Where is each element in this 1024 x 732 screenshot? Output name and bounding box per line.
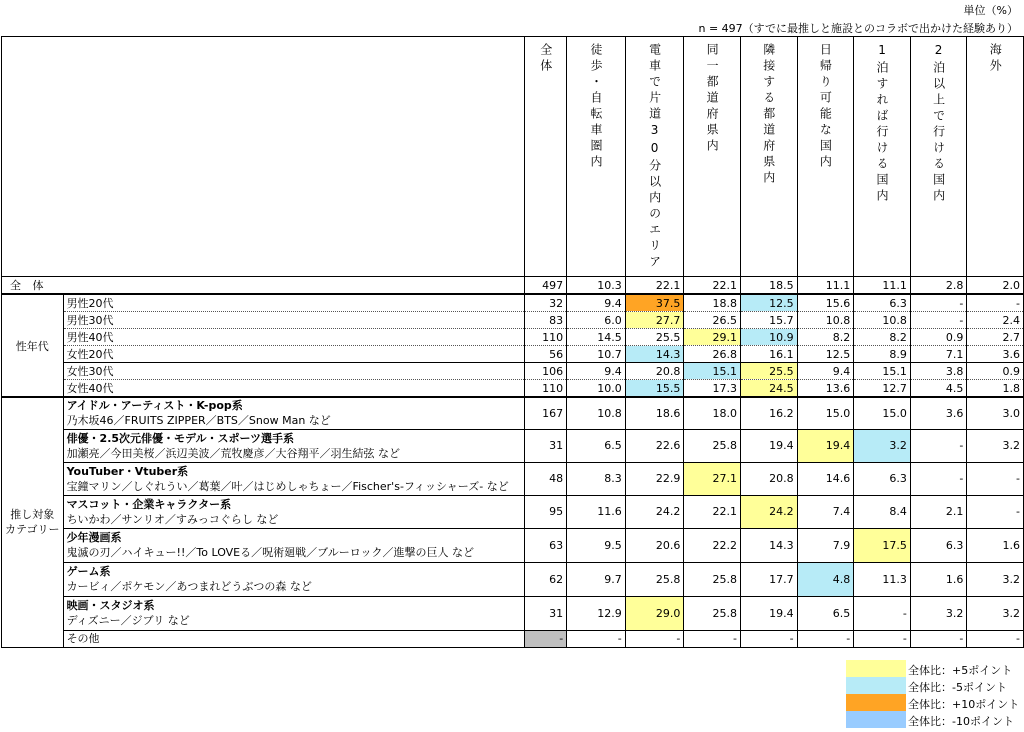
- header-day-trip: 日帰り可能な国内: [797, 37, 854, 277]
- cell: 17.5: [854, 528, 911, 562]
- header-one-night: 1泊すれば行ける国内: [854, 37, 911, 277]
- cell: 14.3: [740, 528, 797, 562]
- cell: -: [854, 630, 911, 647]
- cell: 7.4: [797, 495, 854, 528]
- cell-n: 56: [525, 346, 567, 363]
- unit-label: 単位（%）: [963, 4, 1018, 17]
- cell: 4.8: [797, 562, 854, 596]
- cell: 10.0: [567, 380, 626, 398]
- category-title: ゲーム系: [66, 565, 111, 578]
- cell-n: -: [525, 630, 567, 647]
- group-label-category: [2, 397, 64, 647]
- cell: 14.6: [797, 462, 854, 495]
- total-row: [2, 277, 1024, 295]
- cell: 9.7: [567, 562, 626, 596]
- cell: 15.5: [625, 380, 684, 398]
- total-v3: 18.5: [740, 277, 797, 295]
- cell: -: [740, 630, 797, 647]
- cell: 25.5: [625, 329, 684, 346]
- category-example: ちいかわ／サンリオ／すみっコぐらし など: [66, 512, 279, 526]
- legend-item-plus5: [846, 660, 1024, 677]
- legend: [846, 660, 1024, 728]
- cell: 8.9: [854, 346, 911, 363]
- row-label: 女性30代: [63, 363, 525, 380]
- category-example: 鬼滅の刃／ハイキュー!!／To LOVEる／呪術廻戦／ブルーロック／進撃の巨人 など: [66, 546, 474, 559]
- table-row: [2, 346, 1024, 363]
- cell: 3.6: [910, 397, 967, 429]
- cell: 18.0: [684, 397, 741, 429]
- cell: 11.6: [567, 495, 626, 528]
- cell-n: 62: [525, 562, 567, 596]
- cell: 25.8: [684, 562, 741, 596]
- cell: 10.7: [567, 346, 626, 363]
- cell: 19.4: [797, 429, 854, 462]
- cell: 14.5: [567, 329, 626, 346]
- category-label: [63, 596, 525, 630]
- cell: 18.6: [625, 397, 684, 429]
- cell: 3.2: [910, 596, 967, 630]
- cell: 26.5: [684, 312, 741, 329]
- row-label: 男性30代: [63, 312, 525, 329]
- cell: 24.2: [625, 495, 684, 528]
- group-label-line1: 推し対象: [10, 508, 55, 522]
- legend-swatch: [846, 694, 906, 711]
- cell: 22.6: [625, 429, 684, 462]
- table-row: [2, 429, 1024, 462]
- cell: 13.6: [797, 380, 854, 398]
- cell: 24.2: [740, 495, 797, 528]
- cell: 17.7: [740, 562, 797, 596]
- cell-n: 110: [525, 329, 567, 346]
- category-example: 加瀬亮／今田美桜／浜辺美波／荒牧慶彦／大谷翔平／羽生結弦 など: [66, 446, 401, 460]
- cell: 22.9: [625, 462, 684, 495]
- category-label: [63, 562, 525, 596]
- cell: -: [910, 429, 967, 462]
- cell-n: 63: [525, 528, 567, 562]
- cell: 29.0: [625, 596, 684, 630]
- table-row: [2, 462, 1024, 495]
- cell: 12.7: [854, 380, 911, 398]
- cell: 12.5: [740, 294, 797, 312]
- cross-tab-table: [1, 36, 1024, 648]
- cell: 25.5: [740, 363, 797, 380]
- legend-swatch: [846, 660, 906, 677]
- cell: 15.6: [797, 294, 854, 312]
- cell: 6.0: [567, 312, 626, 329]
- header-row: [2, 37, 1024, 277]
- cell: 8.4: [854, 495, 911, 528]
- total-n: 497: [525, 277, 567, 295]
- cell: 3.2: [967, 429, 1024, 462]
- legend-swatch: [846, 677, 906, 694]
- cell-n: 32: [525, 294, 567, 312]
- category-example: 乃木坂46／FRUITS ZIPPER／BTS／Snow Man など: [66, 414, 331, 428]
- total-label: 全 体: [2, 277, 525, 295]
- category-label: [63, 495, 525, 528]
- cell: -: [967, 462, 1024, 495]
- header-same-prefecture: 同一都道府県内: [684, 37, 741, 277]
- cell: 17.3: [684, 380, 741, 398]
- table-row: [2, 329, 1024, 346]
- cell: -: [967, 294, 1024, 312]
- cell: 15.1: [684, 363, 741, 380]
- cell: 4.5: [910, 380, 967, 398]
- category-title: 少年漫画系: [66, 531, 122, 544]
- cell-n: 48: [525, 462, 567, 495]
- cell: 15.0: [797, 397, 854, 429]
- legend-label: 全体比：+10ポイント: [908, 698, 1020, 711]
- cell: 0.9: [967, 363, 1024, 380]
- cell: 16.1: [740, 346, 797, 363]
- cell: -: [910, 294, 967, 312]
- cell: 6.5: [797, 596, 854, 630]
- cell: 9.4: [797, 363, 854, 380]
- cell: 8.2: [797, 329, 854, 346]
- cell: 7.9: [797, 528, 854, 562]
- table-row: [2, 397, 1024, 429]
- total-v0: 10.3: [567, 277, 626, 295]
- cell: 14.3: [625, 346, 684, 363]
- cell: 10.8: [567, 397, 626, 429]
- cell-n: 83: [525, 312, 567, 329]
- cell: 1.6: [967, 528, 1024, 562]
- cell: 24.5: [740, 380, 797, 398]
- row-label: 女性20代: [63, 346, 525, 363]
- cell-n: 31: [525, 429, 567, 462]
- category-title: その他: [66, 632, 100, 645]
- category-example: 宝鐘マリン／しぐれうい／葛葉／叶／はじめしゃちょー／Fischer's-フィッシャーズ- など: [66, 479, 509, 493]
- row-label: 男性20代: [63, 294, 525, 312]
- header-train-30min: 電車で片道30分以内のエリア: [625, 37, 684, 277]
- row-label: [63, 630, 525, 647]
- table-row: [2, 596, 1024, 630]
- cell: 6.3: [854, 294, 911, 312]
- header-overseas: 海外: [967, 37, 1024, 277]
- cell: 6.3: [854, 462, 911, 495]
- cell: -: [625, 630, 684, 647]
- legend-item-minus10: [846, 711, 1024, 728]
- cell: 7.1: [910, 346, 967, 363]
- legend-item-plus10: [846, 694, 1024, 711]
- cell-n: 95: [525, 495, 567, 528]
- legend-item-minus5: [846, 677, 1024, 694]
- table-row: [2, 562, 1024, 596]
- category-label: [63, 462, 525, 495]
- cell: -: [684, 630, 741, 647]
- cell: 27.7: [625, 312, 684, 329]
- cell: 6.5: [567, 429, 626, 462]
- cell: 12.9: [567, 596, 626, 630]
- legend-label: 全体比：-5ポイント: [908, 681, 1007, 694]
- cell: 19.4: [740, 596, 797, 630]
- cell: 20.8: [625, 363, 684, 380]
- category-example: ディズニー／ジブリ など: [66, 614, 190, 627]
- cell: 15.0: [854, 397, 911, 429]
- row-label: 女性40代: [63, 380, 525, 398]
- cell: 8.3: [567, 462, 626, 495]
- category-title: YouTuber・Vtuber系: [66, 464, 189, 478]
- category-label: [63, 429, 525, 462]
- table-row: [2, 363, 1024, 380]
- cell: 9.5: [567, 528, 626, 562]
- legend-label: 全体比：-10ポイント: [908, 715, 1014, 728]
- header-adjacent-prefecture: 隣接する都道府県内: [740, 37, 797, 277]
- cell: 22.2: [684, 528, 741, 562]
- cell: 9.4: [567, 363, 626, 380]
- cell: -: [854, 596, 911, 630]
- total-v6: 2.8: [910, 277, 967, 295]
- cell: 20.6: [625, 528, 684, 562]
- cell: 22.1: [684, 495, 741, 528]
- cell: 18.8: [684, 294, 741, 312]
- cell: 1.6: [910, 562, 967, 596]
- legend-label: 全体比：+5ポイント: [908, 664, 1013, 677]
- header-walk-bike: 徒歩・自転車圏内: [567, 37, 626, 277]
- cell: 1.8: [967, 380, 1024, 398]
- total-v1: 22.1: [625, 277, 684, 295]
- cell: -: [967, 630, 1024, 647]
- cell: -: [910, 630, 967, 647]
- cell: 3.8: [910, 363, 967, 380]
- total-v5: 11.1: [854, 277, 911, 295]
- table-row: [2, 312, 1024, 329]
- total-v2: 22.1: [684, 277, 741, 295]
- category-label: [63, 528, 525, 562]
- table-row: [2, 380, 1024, 398]
- category-title: 俳優・2.5次元俳優・モデル・スポーツ選手系: [66, 431, 295, 445]
- cell: 37.5: [625, 294, 684, 312]
- cell: 8.2: [854, 329, 911, 346]
- cell: -: [910, 312, 967, 329]
- category-title: アイドル・アーティスト・K-pop系: [66, 399, 243, 413]
- cell: 3.6: [967, 346, 1024, 363]
- cell: 15.1: [854, 363, 911, 380]
- table-row: [2, 495, 1024, 528]
- category-label: [63, 397, 525, 429]
- cell: 11.3: [854, 562, 911, 596]
- category-title: 映画・スタジオ系: [66, 599, 155, 612]
- total-v4: 11.1: [797, 277, 854, 295]
- cell: -: [967, 495, 1024, 528]
- category-example: カービィ／ポケモン／あつまれどうぶつの森 など: [66, 580, 312, 593]
- cell-n: 167: [525, 397, 567, 429]
- cell: 12.5: [797, 346, 854, 363]
- category-title: マスコット・企業キャラクター系: [66, 497, 232, 511]
- cell: 2.1: [910, 495, 967, 528]
- cell: 25.8: [684, 596, 741, 630]
- total-v7: 2.0: [967, 277, 1024, 295]
- cell: -: [567, 630, 626, 647]
- sample-note: n = 497（すでに最推しと施設とのコラボで出かけた経験あり）: [698, 22, 1018, 35]
- cell: 25.8: [625, 562, 684, 596]
- group-label-line2: カテゴリー: [5, 523, 60, 537]
- cell-n: 31: [525, 596, 567, 630]
- table-row: [2, 294, 1024, 312]
- group-label-age-gender: 性年代: [2, 294, 64, 397]
- cell: -: [797, 630, 854, 647]
- cell: 29.1: [684, 329, 741, 346]
- cell: 27.1: [684, 462, 741, 495]
- cell: 2.4: [967, 312, 1024, 329]
- cell: 26.8: [684, 346, 741, 363]
- cell-n: 110: [525, 380, 567, 398]
- cell: 2.7: [967, 329, 1024, 346]
- cell: 15.7: [740, 312, 797, 329]
- cell: 25.8: [684, 429, 741, 462]
- cell: 10.8: [797, 312, 854, 329]
- cell: 10.9: [740, 329, 797, 346]
- cell: 10.8: [854, 312, 911, 329]
- cell: 3.2: [967, 596, 1024, 630]
- table-row: [2, 528, 1024, 562]
- cell: -: [910, 462, 967, 495]
- cell: 3.2: [967, 562, 1024, 596]
- header-two-nights: 2泊以上で行ける国内: [910, 37, 967, 277]
- row-label: 男性40代: [63, 329, 525, 346]
- cell: 3.2: [854, 429, 911, 462]
- cell: 6.3: [910, 528, 967, 562]
- cell: 19.4: [740, 429, 797, 462]
- cell: 9.4: [567, 294, 626, 312]
- cell-n: 106: [525, 363, 567, 380]
- cell: 3.0: [967, 397, 1024, 429]
- cell: 16.2: [740, 397, 797, 429]
- header-total: 全体: [525, 37, 567, 277]
- cell: 20.8: [740, 462, 797, 495]
- table-row: [2, 630, 1024, 647]
- legend-swatch: [846, 711, 906, 728]
- header-blank: [2, 37, 525, 277]
- cell: 0.9: [910, 329, 967, 346]
